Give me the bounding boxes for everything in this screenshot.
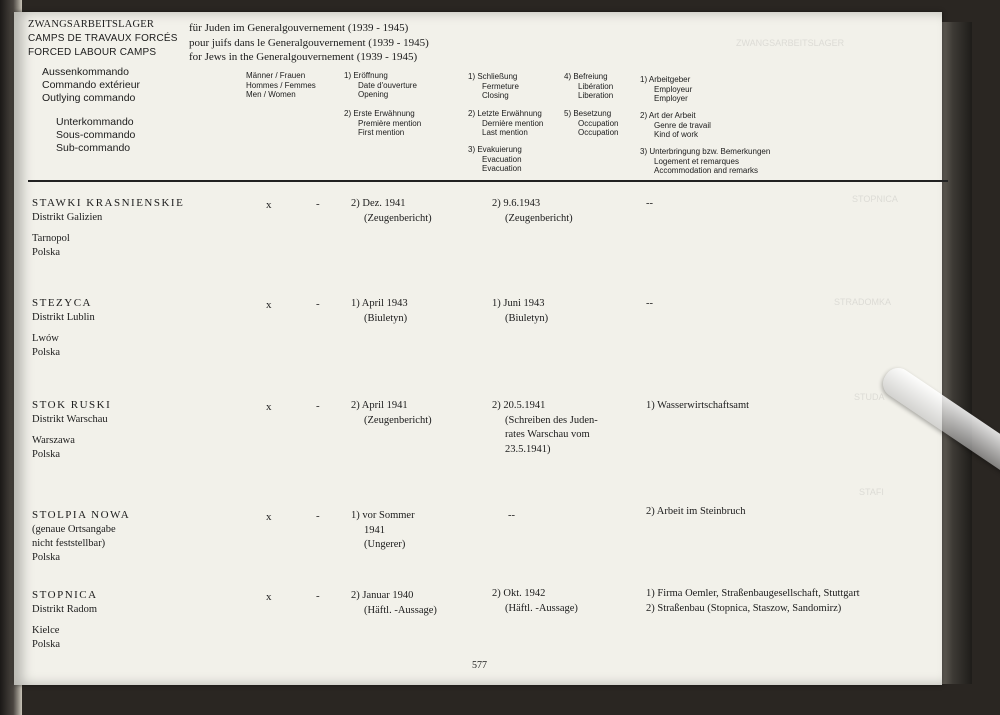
remarks-cell: -- [646,298,653,309]
camp-district: Distrikt Lublin [32,312,95,323]
camp-district: Distrikt Radom [32,604,98,615]
camp-district: (genaue Ortsangabe [32,524,116,535]
show-through: ZWANGSARBEITSLAGER [736,38,845,48]
header-jews-en: for Jews in the Generalgouvernement (1939 - 1945) [189,51,418,63]
camp-town: nicht feststellbar) [32,538,106,549]
camp-name: STEZYCA [32,297,92,309]
header-title-fr: CAMPS DE TRAVAUX FORCÉS [28,33,178,44]
show-through: STAFI [859,487,884,497]
women-mark: - [316,590,320,602]
camp-town: Tarnopol [32,233,70,244]
men-mark: x [266,199,272,211]
men-mark: x [266,511,272,523]
header-jews-fr: pour juifs dans le Generalgouvernement (1939 - 1945) [189,37,429,49]
camp-country: Polska [32,639,61,650]
show-through: STUDA [854,392,885,402]
col-evacuation: 3) Evakuierung Evacuation Evacuation [468,145,522,174]
camp-district: Distrikt Galizien [32,212,103,223]
show-through: STRADOMKA [834,297,892,307]
opening-cell: 1) April 1943 (Biuletyn) [351,298,408,324]
show-through: STOPNICA [852,194,898,204]
col-kind-of-work: 2) Art der Arbeit Genre de travail Kind of work [640,111,711,140]
col-last-mention: 2) Letzte Erwähnung Dernière mention Last mention [468,109,544,138]
women-mark: - [316,510,320,522]
page-edge-shadow [940,22,972,684]
remarks-cell: 2) Arbeit im Steinbruch [646,506,746,517]
col-occupation: 5) Besetzung Occupation Occupation [564,109,619,138]
remarks-cell: 1) Firma Oemler, Straßenbaugesellschaft, Stuttgart 2) Straßenbau (Stopnica, Staszow, Sandomirz) [646,588,860,614]
women-mark: - [316,400,320,412]
header-title-en: FORCED LABOUR CAMPS [28,47,157,58]
camp-town: Lwów [32,333,59,344]
closing-cell: -- [508,510,515,521]
closing-cell: 2) 9.6.1943 (Zeugenbericht) [492,198,573,224]
camp-country: Polska [32,347,61,358]
opening-cell: 2) Dez. 1941 (Zeugenbericht) [351,198,432,224]
header-sub-fr: Sous-commando [56,129,136,141]
men-mark: x [266,401,272,413]
men-mark: x [266,591,272,603]
camp-name: STOPNICA [32,589,98,601]
camp-country: Polska [32,552,61,563]
camp-name: STAWKI KRASNIENSKIE [32,197,185,209]
col-employer: 1) Arbeitgeber Employeur Employer [640,75,693,104]
header-sub-de: Unterkommando [56,116,134,128]
camp-town: Warszawa [32,435,75,446]
women-mark: - [316,198,320,210]
header-outlying-de: Aussenkommando [42,66,129,78]
opening-cell: 2) April 1941 (Zeugenbericht) [351,400,432,426]
opening-cell: 1) vor Sommer 1941 (Ungerer) [351,510,415,550]
women-mark: - [316,298,320,310]
remarks-cell: 1) Wasserwirtschaftsamt [646,400,750,411]
page-number: 577 [472,660,487,671]
col-accommodation: 3) Unterbringung bzw. Bemerkungen Logement et remarques Accommodation and remarks [640,147,771,176]
col-opening: 1) Eröffnung Date d'ouverture Opening [344,71,417,100]
col-liberation: 4) Befreiung Libération Liberation [564,72,614,101]
col-men-women: Männer / Frauen Hommes / Femmes Men / Women [246,71,316,100]
header-outlying-fr: Commando extérieur [42,79,141,91]
camp-name: STOLPIA NOWA [32,509,131,521]
header-sub-en: Sub-commando [56,142,131,154]
header-jews-de: für Juden im Generalgouvernement (1939 - 1945) [189,22,409,34]
book-page [14,12,942,685]
header-rule [28,180,948,182]
men-mark: x [266,299,272,311]
remarks-cell: -- [646,198,653,209]
opening-cell: 2) Januar 1940 (Häftl. -Aussage) [351,590,437,616]
closing-cell: 2) Okt. 1942 (Häftl. -Aussage) [492,588,578,614]
closing-cell: 1) Juni 1943 (Biuletyn) [492,298,549,324]
col-first-mention: 2) Erste Erwähnung Première mention First mention [344,109,422,138]
col-closing: 1) Schließung Fermeture Closing [468,72,519,101]
closing-cell: 2) 20.5.1941 (Schreiben des Juden- rates Warschau vom 23.5.1941) [492,400,598,455]
camp-name: STOK RUSKI [32,399,112,411]
camp-district: Distrikt Warschau [32,414,108,425]
camp-country: Polska [32,247,61,258]
header-outlying-en: Outlying commando [42,92,136,104]
header-title-de: ZWANGSARBEITSLAGER [28,19,155,30]
camp-town: Kielce [32,625,60,636]
camp-country: Polska [32,449,61,460]
